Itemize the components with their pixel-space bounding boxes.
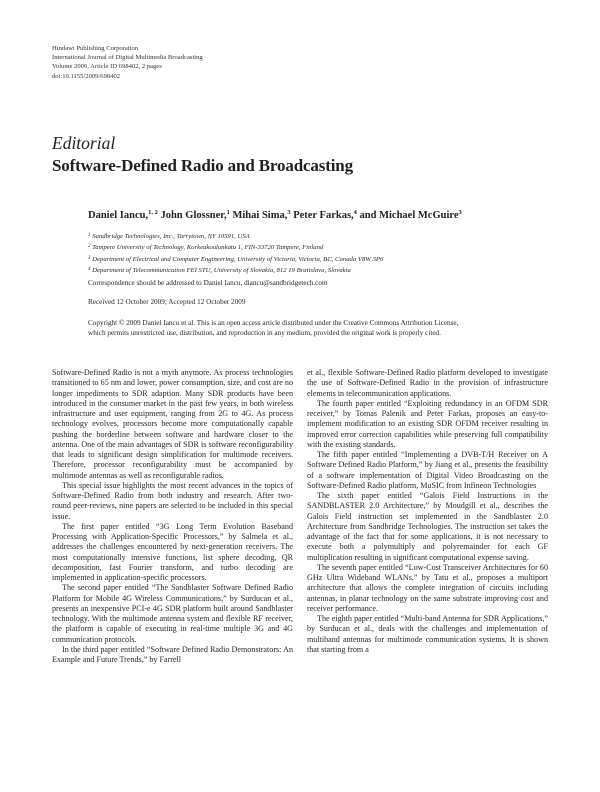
author-2: John Glossner,$^1$ [160,209,230,221]
paragraph: The second paper entitled “The Sandblaster Software Defined Radio Platform for Mobile 4G Wireless Communications,” by Surducan et al., presents an inexpensive PCI-e 4G SDR platform built around Sandblaster technology. With the multimode antenna system and flexible RF receiver, the platform is capable of executing in real-time multiple 3G and 4G communication protocols. [52,583,293,644]
author-list [88,209,462,221]
received-dates: Received 12 October 2009; Accepted 12 October 2009 [88,298,246,306]
article-title: Software-Defined Radio and Broadcasting [52,156,353,175]
paragraph: The seventh paper entitled “Low-Cost Transceiver Architectures for 60 GHz Ultra Wideband WLANs,” by Tatu et al., proposes a multiport architecture that allows the complete integration of circuits including antennas, in planar technology on the same substrate improving cost and receiver performance. [307,562,548,613]
doi: doi:10.1155/2009/698402 [52,72,121,80]
section-label: Editorial [52,133,116,153]
publisher-name: Hindawi Publishing Corporation [52,45,139,52]
affiliation-1: $^1$ Sandbridge Technologies, Inc., Tarrytown, NY 10591, USA [88,233,250,240]
affiliation-3: $^3$ Department of Electrical and Computer Engineering, University of Victoria, Victoria, BC, Canada V8W 3P6 [88,255,384,263]
correspondence: Correspondence should be addressed to Daniel Iancu, diancu@sandbridgetech.com [88,279,328,287]
copyright-notice: Copyright © 2009 Daniel Iancu et al. This is an open access article distributed under the Creative Commons Attribution License, which permits unrestricted use, distribution, and reproduction in any medium, provided the original work is properly cited. [88,319,459,338]
paragraph: This special issue highlights the most recent advances in the topics of Software-Defined Radio from both industry and research. After two-round peer-reviews, nine papers are selected to be included in this special issue. [52,480,293,521]
paragraph: The fifth paper entitled “Implementing a DVB-T/H Receiver on A Software Defined Radio Platform,” by Jiang et al., presents the feasibility of a software implementation of Digital Video Broadcasting on the Software-Defined Radio platform, MuSIC from Infineon Technologies [307,450,548,490]
journal-header [52,44,203,81]
author-5: Michael McGuire$^3$ [379,209,462,221]
affiliation-4: $^4$ Department of Telecommunication FEI STU, University of Slovakia, 812 19 Bratislava, Slovakia [88,266,351,274]
paragraph: et al., flexible Software-Defined Radio platform developed to investigate the use of Software-Defined Radio in the provision of infrastructure elements in telecommunication applications. [307,368,548,398]
body-column-right [307,368,548,655]
volume-info: Volume 2009, Article ID 698402, 2 pages [52,63,162,71]
paragraph: The fourth paper entitled “Exploiting redundancy in an OFDM SDR receiver,” by Tomas Palenik and Peter Farkas, proposes an easy-to-implement modification to an existing SDR OFDM receiver resulting in improved error correction capabilities while preserving full compatibility with the existing standards. [307,398,548,449]
affiliation-2: $^2$ Tampere University of Technology, Korkeakoulunkatu 1, FIN-33720 Tampere, Finland [88,244,324,252]
journal-name: International Journal of Digital Multimedia Broadcasting [52,54,203,62]
body-column-left [52,368,293,665]
author-3: Mihai Sima,$^3$ [232,209,291,221]
paragraph: The first paper entitled “3G Long Term Evolution Baseband Processing with Application-Specific Processors,” by Salmela et al., addresses the challenges encountered by next-generation receivers. The most computationally intensive functions, list sphere decoding, QR decomposition, fast Fourier transform, and turbo decoding are implemented in application-specific processors. [52,521,293,582]
author-1: Daniel Iancu,$^{1, 2}$ [88,209,158,221]
paragraph: Software-Defined Radio is not a myth anymore. As process technologies transitioned to 65 nm and lower, power consumption, size, and cost are no longer impediments to SDR adaption. Many SDR products have been introduced in the consumer market in the past few years, in both wireless infrastructure and user equipment, ranging from 2G to 4G. As process technology evolves, processors become more computationally capable pushing the borderline between software and hardware closer to the antenna. One of the main advantages of SDR is software reconfigurability that leads to significant design simplification for multimode receivers. Therefore, processor reconfigurability must be accompanied by multimode antennas as well as reconfigurable radios. [52,368,293,480]
paragraph: The eighth paper entitled “Multi-band Antenna for SDR Applications,” by Surducan et al., deals with the challenges and implementation of multiband antennas for multimode communication systems. It is shown that starting from a [307,614,548,654]
paragraph: In the third paper entitled “Software Defined Radio Demonstrators: An Example and Future Trends,” by Farrell [52,644,293,664]
paragraph: The sixth paper entitled “Galois Field Instructions in the SANDBLASTER 2.0 Architecture,” by Moudgill et al., describes the Galois Field instruction set implemented in the Sandblaster 2.0 Architecture from Sandbridge Technologies. The instruction set takes the advantage of the fact that for some applications, it is not necessary to execute both a polymultiply and polyremainder for each GF multiplication resulting in significant computational expense saving. [307,491,548,562]
affiliations [88,231,383,276]
author-4: Peter Farkas,$^4$ and [293,209,380,221]
